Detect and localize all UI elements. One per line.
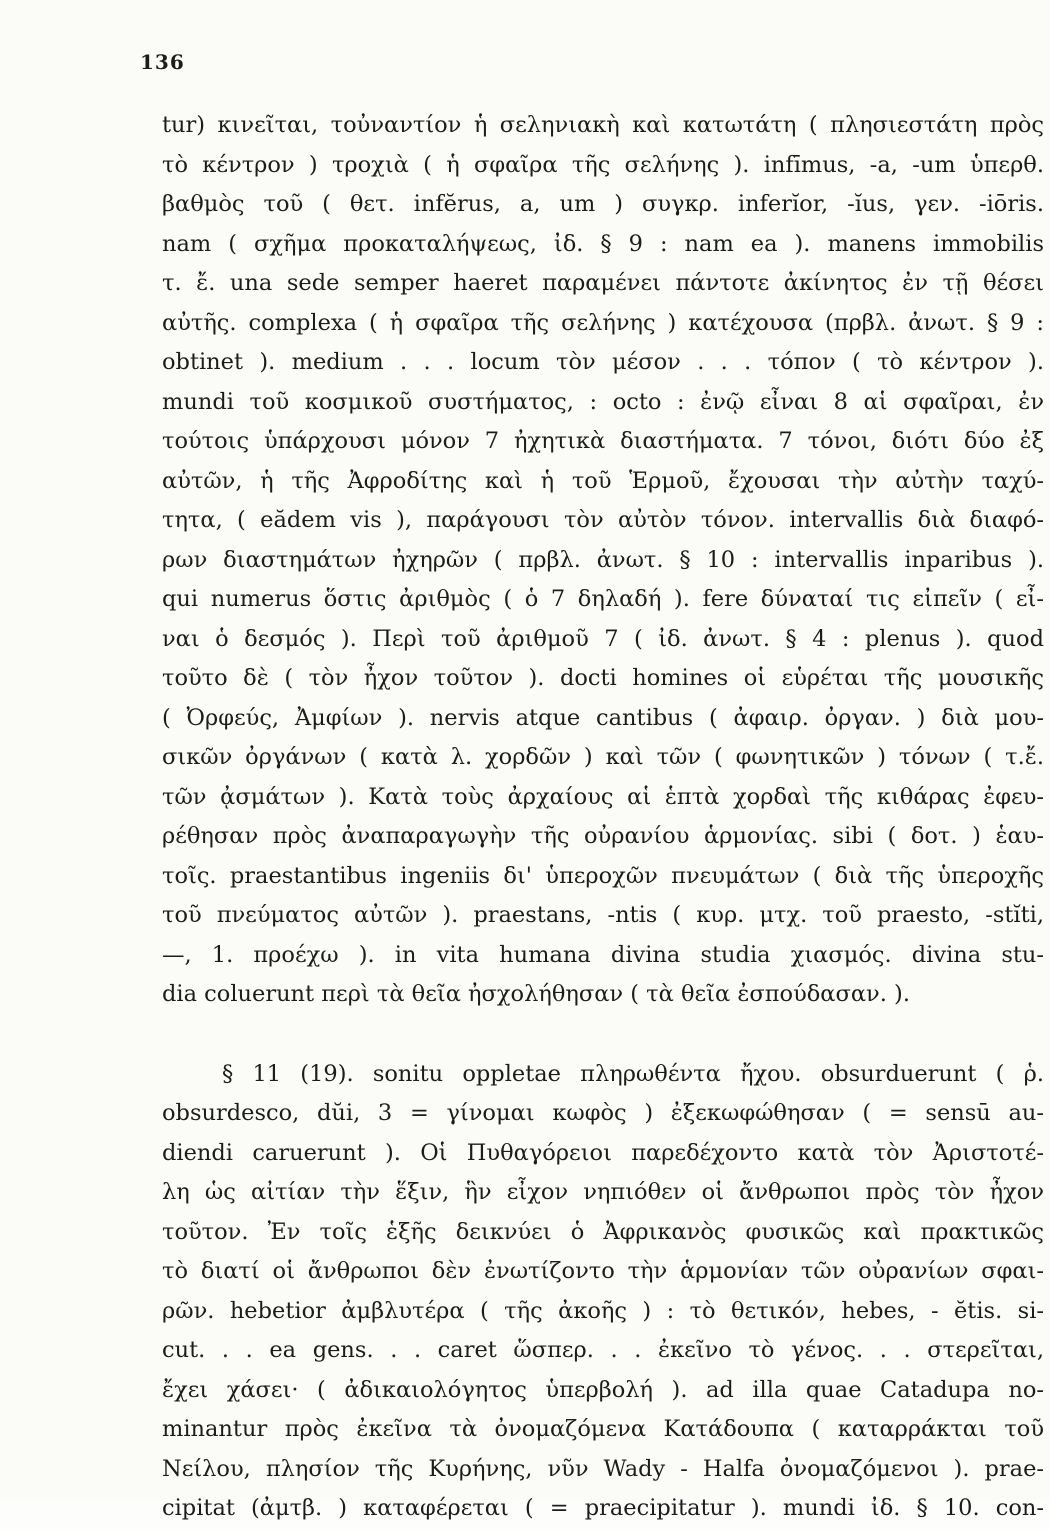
text-line: λη ὡς αἰτίαν τὴν ἕξιν, ἣν εἶχον νηπιόθεν οἱ ἄνθρωποι πρὸς τὸν ἦχον [162, 1179, 1044, 1205]
text-line: τοῦτον. Ἐν τοῖς ἑξῆς δεικνύει ὁ Ἀφρικανὸς φυσικῶς καὶ πρακτικῶς [162, 1218, 1044, 1245]
text-line: βαθμὸς τοῦ ( θετ. infĕrus, a, um ) συγκρ. inferĭor, -ĭus, γεν. -iōris. [162, 191, 1044, 217]
text-line: diendi caruerunt ). Οἱ Πυθαγόρειοι παρεδέχοντο κατὰ τὸν Ἀριστοτέ- [162, 1139, 1044, 1166]
commentary-text [162, 106, 1044, 1529]
text-line: —, 1. προέχω ). in vita humana divina studia χιασμός. divina stu- [162, 941, 1044, 968]
text-line: § 11 (19). sonitu oppletae πληρωθέντα ἤχου. obsurduerunt ( ῥ. [222, 1060, 1044, 1087]
text-line: ( Ὀρφεύς, Ἀμφίων ). nervis atque cantibus ( ἀφαιρ. ὀργαν. ) διὰ μου- [162, 704, 1044, 731]
text-line: Νείλου, πλησίον τῆς Κυρήνης, νῦν Wady - Halfa ὀνομαζόμενοι ). prae- [162, 1455, 1044, 1482]
text-line: τοῦ πνεύματος αὐτῶν ). praestans, -ntis ( κυρ. μτχ. τοῦ praesto, -stĭti, [162, 902, 1044, 928]
text-line: dia coluerunt περὶ τὰ θεῖα ἠσχολήθησαν ( τὰ θεῖα ἐσπούδασαν. ). [162, 981, 910, 1007]
text-line: nam ( σχῆμα προκαταλήψεως, ἰδ. § 9 : nam ea ). manens immobilis [162, 230, 1044, 257]
text-line: τούτοις ὑπάρχουσι μόνον 7 ἠχητικὰ διαστήματα. 7 τόνοι, διότι δύο ἐξ [162, 428, 1044, 454]
text-line: tur) κινεῖται, τοὐναντίον ἡ σεληνιακὴ καὶ κατωτάτη ( πλησιεστάτη πρὸς [162, 112, 1044, 138]
paragraph-1 [162, 106, 1044, 1015]
text-line: τὸ διατί οἱ ἄνθρωποι δὲν ἐνωτίζοντο τὴν ἁρμονίαν τῶν οὐρανίων σφαι- [162, 1258, 1044, 1284]
text-line: τ. ἔ. una sede semper haeret παραμένει πάντοτε ἀκίνητος ἐν τῇ θέσει [162, 270, 1044, 296]
text-line: mundi τοῦ κοσμικοῦ συστήματος, : octo : ἐνῷ εἶναι 8 αἱ σφαῖραι, ἐν [162, 388, 1044, 415]
text-line: αὐτῆς. complexa ( ἡ σφαῖρα τῆς σελήνης ) κατέχουσα (πρβλ. ἀνωτ. § 9 : [162, 309, 1044, 336]
text-line: ρῶν. hebetior ἀμβλυτέρα ( τῆς ἀκοῆς ) : τὸ θετικόν, hebes, - ĕtis. si- [162, 1297, 1044, 1324]
text-line: ρων διαστημάτων ἠχηρῶν ( πρβλ. ἀνωτ. § 10 : intervallis inparibus ). [162, 546, 1044, 573]
text-line: qui numerus ὅστις ἀριθμὸς ( ὁ 7 δηλαδή ). fere δύναταί τις εἰπεῖν ( εἶ- [162, 586, 1044, 612]
text-line: τοῦτο δὲ ( τὸν ἦχον τοῦτον ). docti homines οἱ εὑρέται τῆς μουσικῆς [162, 665, 1044, 691]
text-line: ναι ὁ δεσμός ). Περὶ τοῦ ἀριθμοῦ 7 ( ἰδ. ἀνωτ. § 4 : plenus ). quod [162, 625, 1044, 652]
text-line: obsurdesco, dŭi, 3 = γίνομαι κωφὸς ) ἐξεκωφώθησαν ( = sensū au- [162, 1100, 1044, 1126]
paragraph-2 [162, 1055, 1044, 1529]
text-line: cipitat (ἀμτβ. ) καταφέρεται ( = praecipitatur ). mundi ἰδ. § 10. con- [162, 1495, 1044, 1521]
text-line: ρέθησαν πρὸς ἀναπαραγωγὴν τῆς οὐρανίου ἁρμονίας. sibi ( δοτ. ) ἑαυ- [162, 823, 1044, 849]
text-line: τῶν ᾀσμάτων ). Κατὰ τοὺς ἀρχαίους αἱ ἑπτὰ χορδαὶ τῆς κιθάρας ἐφευ- [162, 783, 1044, 810]
page-number: 136 [140, 50, 185, 74]
text-line: cut. . . ea gens. . . caret ὥσπερ. . . ἐκεῖνο τὸ γένος. . . στερεῖται, [162, 1337, 1044, 1363]
text-line: τὸ κέντρον ) τροχιὰ ( ἡ σφαῖρα τῆς σελήνης ). infīmus, -a, -um ὑπερθ. [162, 151, 1044, 178]
text-line: αὐτῶν, ἡ τῆς Ἀφροδίτης καὶ ἡ τοῦ Ἑρμοῦ, ἔχουσαι τὴν αὐτὴν ταχύ- [162, 467, 1044, 494]
text-line: obtinet ). medium . . . locum τὸν μέσον . . . τόπον ( τὸ κέντρον ). [162, 349, 1044, 375]
paragraph-gap [162, 1015, 1044, 1055]
text-line: ἔχει χάσει· ( ἀδικαιολόγητος ὑπερβολή ). ad illa quae Catadupa no- [162, 1376, 1044, 1403]
text-line: τοῖς. praestantibus ingeniis δι' ὑπεροχῶν πνευμάτων ( διὰ τῆς ὑπεροχῆς [162, 862, 1044, 889]
text-line: minantur πρὸς ἐκεῖνα τὰ ὀνομαζόμενα Κατάδουπα ( καταρράκται τοῦ [162, 1416, 1044, 1442]
text-line: σικῶν ὀργάνων ( κατὰ λ. χορδῶν ) καὶ τῶν ( φωνητικῶν ) τόνων ( τ.ἔ. [162, 744, 1044, 770]
text-line: τητα, ( eădem vis ), παράγουσι τὸν αὐτὸν τόνον. intervallis διὰ διαφό- [162, 507, 1044, 533]
